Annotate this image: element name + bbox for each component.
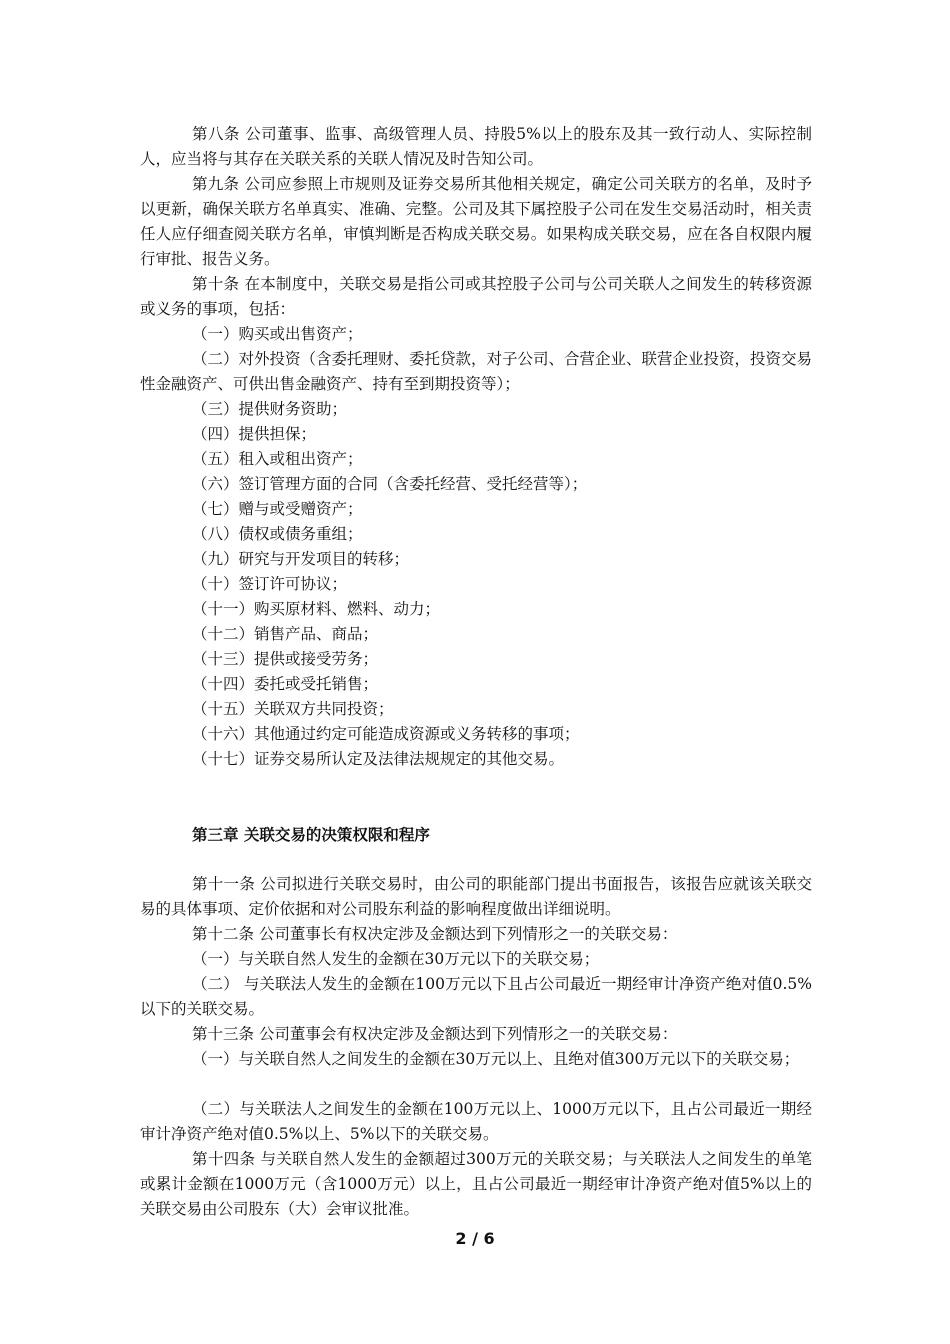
list-item: （十）签订许可协议； <box>192 575 348 593</box>
list-item: （十五）关联双方共同投资； <box>192 700 394 718</box>
list-item: （三）提供财务资助； <box>192 400 348 418</box>
list-item: （十六）其他通过约定可能造成资源或义务转移的事项； <box>192 725 580 743</box>
article-9: 第九条 公司应参照上市规则及证券交易所其他相关规定，确定公司关联方的名单，及时予以更新，确保关联方名单真实、准确、完整。公司及其下属控股子公司在发生交易活动时，相关责任人应仔细查阅关联方名单，审慎判断是否构成关联交易。如果构成关联交易，应在各自权限内履行审批、报告义务。 <box>140 175 812 268</box>
list-item: （七）赠与或受赠资产； <box>192 500 363 518</box>
article-11: 第十一条 公司拟进行关联交易时，由公司的职能部门提出书面报告，该报告应就该关联交易的具体事项、定价依据和对公司股东利益的影响程度做出详细说明。 <box>140 875 812 918</box>
article-13: 第十三条 公司董事会有权决定涉及金额达到下列情形之一的关联交易： <box>192 1025 678 1043</box>
list-item: （十三）提供或接受劳务； <box>192 650 379 668</box>
list-item: （二）与关联法人之间发生的金额在100万元以上、1000万元以下，且占公司最近一期经审计净资产绝对值0.5%以上、5%以下的关联交易。 <box>140 1100 812 1143</box>
article-14: 第十四条 与关联自然人发生的金额超过300万元的关联交易；与关联法人之间发生的单笔或累计金额在1000万元（含1000万元）以上，且占公司最近一期经审计净资产绝对值5%以上的关联交易由公司股东（大）会审议批准。 <box>140 1150 812 1218</box>
article-10: 第十条 在本制度中，关联交易是指公司或其控股子公司与公司关联人之间发生的转移资源或义务的事项，包括： <box>140 275 812 318</box>
list-item: （一）购买或出售资产； <box>192 325 363 343</box>
list-item: （十四）委托或受托销售； <box>192 675 379 693</box>
page-number: 2 / 6 <box>455 1229 495 1248</box>
article-12: 第十二条 公司董事长有权决定涉及金额达到下列情形之一的关联交易： <box>192 925 678 943</box>
article-8: 第八条 公司董事、监事、高级管理人员、持股5%以上的股东及其一致行动人、实际控制人，应当将与其存在关联关系的关联人情况及时告知公司。 <box>140 125 812 168</box>
list-item: （五）租入或租出资产； <box>192 450 363 468</box>
chapter-heading: 第三章 关联交易的决策权限和程序 <box>192 826 430 844</box>
list-item: （二）对外投资（含委托理财、委托贷款，对子公司、合营企业、联营企业投资，投资交易性金融资产、可供出售金融资产、持有至到期投资等）； <box>140 350 813 393</box>
list-item: （九）研究与开发项目的转移； <box>192 550 410 568</box>
list-item: （二） 与关联法人发生的金额在100万元以下且占公司最近一期经审计净资产绝对值0.5%以下的关联交易。 <box>140 975 812 1018</box>
list-item: （十一）购买原材料、燃料、动力； <box>192 600 441 618</box>
list-item: （八）债权或债务重组； <box>192 525 363 543</box>
list-item: （一）与关联自然人之间发生的金额在30万元以上、且绝对值300万元以下的关联交易； <box>192 1050 800 1068</box>
list-item: （六）签订管理方面的合同（含委托经营、受托经营等）； <box>192 475 588 493</box>
list-item: （四）提供担保； <box>192 425 317 443</box>
list-item: （一）与关联自然人发生的金额在30万元以下的关联交易； <box>192 950 600 968</box>
list-item: （十七）证券交易所认定及法律法规规定的其他交易。 <box>192 750 565 768</box>
list-item: （十二）销售产品、商品； <box>192 625 379 643</box>
